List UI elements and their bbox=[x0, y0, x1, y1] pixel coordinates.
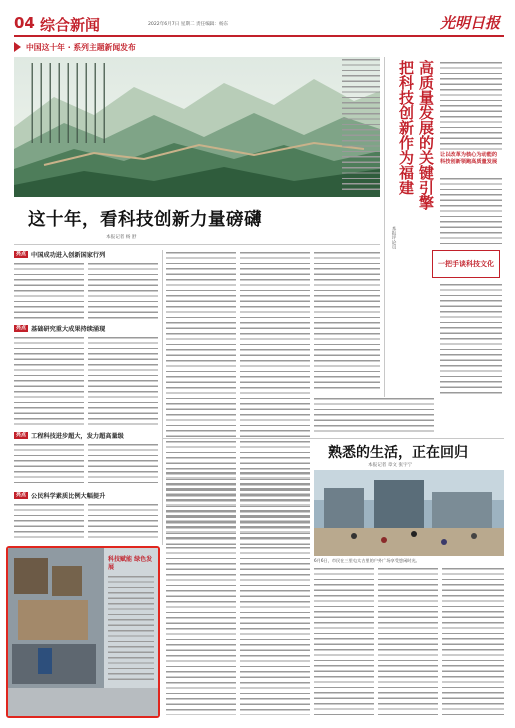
section-heading: 亮点 中国成功进入创新国家行列 bbox=[16, 251, 106, 259]
commentary-byline: 本报评论员 bbox=[391, 226, 396, 249]
body-text bbox=[88, 335, 158, 427]
body-text bbox=[14, 442, 84, 487]
lead-divider bbox=[14, 244, 380, 245]
commentary-subhead: 让以改革为核心为动能的科技创新领跑高质量发展 bbox=[440, 152, 498, 165]
series-banner bbox=[14, 41, 224, 53]
hero-poem bbox=[22, 63, 108, 149]
body-text bbox=[14, 261, 84, 319]
body-text bbox=[240, 545, 310, 715]
plaza-photo-illustration bbox=[314, 470, 504, 556]
section-heading: 亮点 工程科技进步超大，发力超高量级 bbox=[16, 432, 124, 440]
lead-headline: 这十年，看科技创新力量磅礴 bbox=[28, 210, 262, 230]
section-heading: 亮点 基础研究重大成果持续涌现 bbox=[16, 325, 106, 333]
body-text bbox=[166, 470, 236, 540]
body-text bbox=[440, 282, 502, 397]
body-text bbox=[314, 566, 374, 716]
header-rule bbox=[14, 35, 504, 37]
body-text bbox=[240, 470, 310, 540]
banner-title: 中国这十年 · 系列主题新闻发布 bbox=[26, 42, 136, 52]
column-divider bbox=[384, 57, 385, 397]
column-divider bbox=[162, 250, 163, 545]
feature-photo-caption: 6月6日，市民在三里屯太古里的户外广场享受悠闲时光。 bbox=[314, 558, 420, 563]
body-text bbox=[442, 566, 504, 716]
feature-photo bbox=[314, 470, 504, 556]
feature-divider bbox=[162, 438, 504, 439]
body-text bbox=[88, 442, 158, 487]
body-text bbox=[88, 502, 158, 542]
body-text bbox=[166, 545, 236, 715]
ad-text bbox=[108, 574, 154, 684]
body-text bbox=[440, 60, 502, 150]
body-text bbox=[88, 261, 158, 319]
body-text bbox=[14, 502, 84, 542]
ad-title: 科技赋能 绿色发展 bbox=[108, 556, 153, 571]
body-text bbox=[440, 176, 502, 246]
masthead-logo: 光明日报 bbox=[439, 14, 500, 32]
kicker-text: 一把手谈科技文化 bbox=[438, 260, 494, 268]
advertisement-box[interactable] bbox=[6, 546, 160, 718]
feature-byline: 本报记者 章文 张宇宁 bbox=[368, 463, 413, 468]
body-text bbox=[314, 396, 434, 436]
feature-headline: 熟悉的生活，正在回归 bbox=[328, 445, 468, 461]
page-header bbox=[14, 12, 504, 34]
body-text bbox=[342, 57, 380, 192]
issue-info: 2022年6月7日 星期二 责任编辑：杨东 bbox=[148, 22, 229, 27]
banner-arrow-icon bbox=[14, 42, 21, 52]
body-text bbox=[378, 566, 438, 716]
hero-photo bbox=[14, 57, 380, 197]
section-title: 综合新闻 bbox=[40, 16, 101, 34]
body-text bbox=[314, 250, 380, 390]
commentary-title: 高质量发展的关键引擎 把科技创新作为福建 bbox=[397, 60, 435, 210]
body-text bbox=[14, 335, 84, 427]
page-number: 04 bbox=[14, 14, 35, 32]
section-heading: 亮点 公民科学素质比例大幅提升 bbox=[16, 492, 106, 500]
kicker-badge bbox=[432, 250, 500, 278]
lead-byline: 本报记者 杨 舒 bbox=[106, 235, 137, 240]
